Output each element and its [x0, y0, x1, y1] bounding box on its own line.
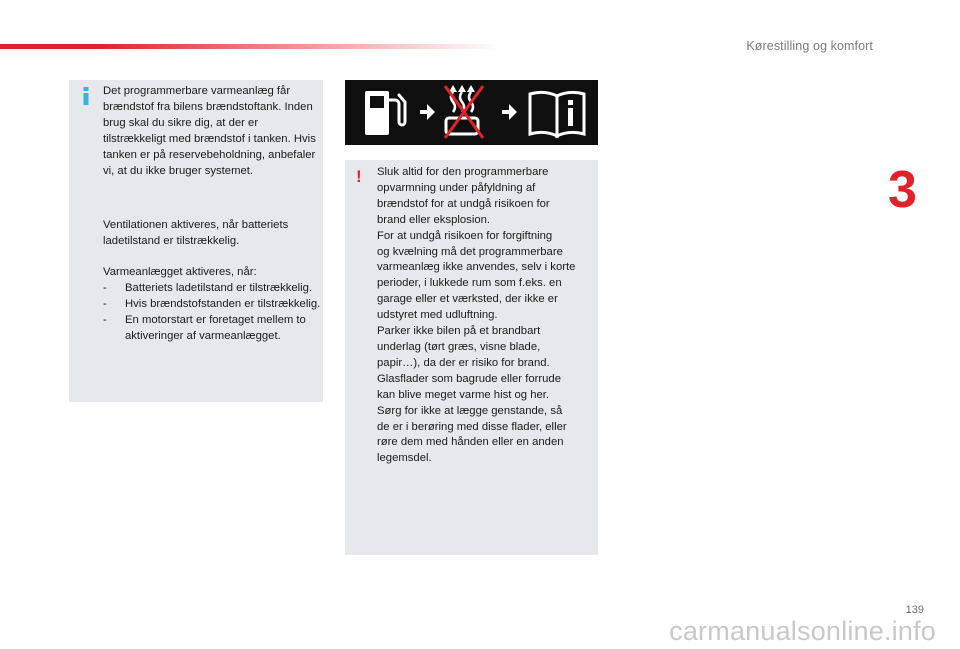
warning-line: papir…), da der er risiko for brand.	[377, 356, 550, 369]
warning-line: Glasflader som bagrude eller forrude	[377, 372, 561, 385]
section-title: Kørestilling og komfort	[746, 39, 873, 53]
fuel-pump-icon	[365, 91, 405, 135]
chapter-number: 3	[888, 161, 917, 219]
activation-conditions-list	[103, 281, 323, 345]
info-paragraph-fuel: Det programmerbare varmeanlæg får brændstof fra bilens brændstoftank. Inden brug skal du sikre dig, at der er tilstrækkeligt med brændstof i tanken. Hvis tanken er på reservebeholdning, anbefaler vi, at du ikke bruger systemet.	[103, 85, 316, 177]
warning-line: underlag (tørt græs, visne blade,	[377, 340, 541, 353]
manual-book-icon	[530, 92, 584, 136]
warning-line: Parker ikke bilen på et brandbart	[377, 325, 541, 338]
list-item-text: Batteriets ladetilstand er tilstrækkelig.	[125, 281, 313, 294]
list-intro: Varmeanlægget aktiveres, når:	[103, 266, 257, 278]
arrow-right-icon	[420, 104, 435, 120]
warning-line: perioder, i lukkede rum som f.eks. en	[377, 277, 562, 290]
warning-line: kan blive meget varme hist og her.	[377, 388, 550, 401]
warning-line: varmeanlæg ikke anvendes, selv i korte	[377, 261, 576, 274]
header-accent-bar	[0, 44, 500, 49]
warning-line: brand eller eksplosion.	[377, 213, 491, 226]
info-icon	[80, 87, 92, 105]
warning-line: legemsdel.	[377, 452, 432, 465]
warning-line: garage eller et værksted, der ikke er	[377, 293, 558, 306]
list-dash: -	[103, 297, 107, 310]
info-paragraph-ventilation: Ventilationen aktiveres, når batteriets ladetilstand er tilstrækkelig.	[103, 219, 289, 247]
list-dash: -	[103, 313, 107, 326]
warning-line: røre dem med hånden eller en anden	[377, 436, 564, 449]
list-item-text: Hvis brændstofstanden er tilstrækkelig.	[125, 297, 321, 310]
warning-line: opvarmning under påfyldning af	[377, 181, 536, 194]
safety-pictogram	[345, 80, 598, 145]
warning-line: udstyret med udluftning.	[377, 309, 498, 322]
heater-crossed-icon	[445, 85, 483, 138]
warning-line: de er i berøring med disse flader, eller	[377, 420, 567, 433]
info-activation-block	[103, 265, 323, 345]
warning-line: Sørg for ikke at lægge genstande, så	[377, 404, 563, 417]
list-item-text: En motorstart er foretaget mellem to aktiveringer af varmeanlægget.	[125, 313, 306, 342]
warning-exclamation-icon: !	[356, 167, 362, 186]
warning-line: For at undgå risikoen for forgiftning	[377, 229, 553, 242]
page-number: 139	[905, 604, 924, 616]
warning-line: Sluk altid for den programmerbare	[377, 166, 549, 178]
warning-line: og kvælning må det programmerbare	[377, 245, 563, 258]
watermark-link[interactable]: carmanualsonline.info	[669, 616, 936, 646]
list-item	[103, 297, 323, 313]
list-item	[103, 313, 323, 345]
list-item	[103, 281, 323, 297]
arrow-right-icon	[502, 104, 517, 120]
warning-line: brændstof for at undgå risikoen for	[377, 197, 550, 210]
warning-text	[377, 165, 597, 467]
list-dash: -	[103, 281, 107, 294]
